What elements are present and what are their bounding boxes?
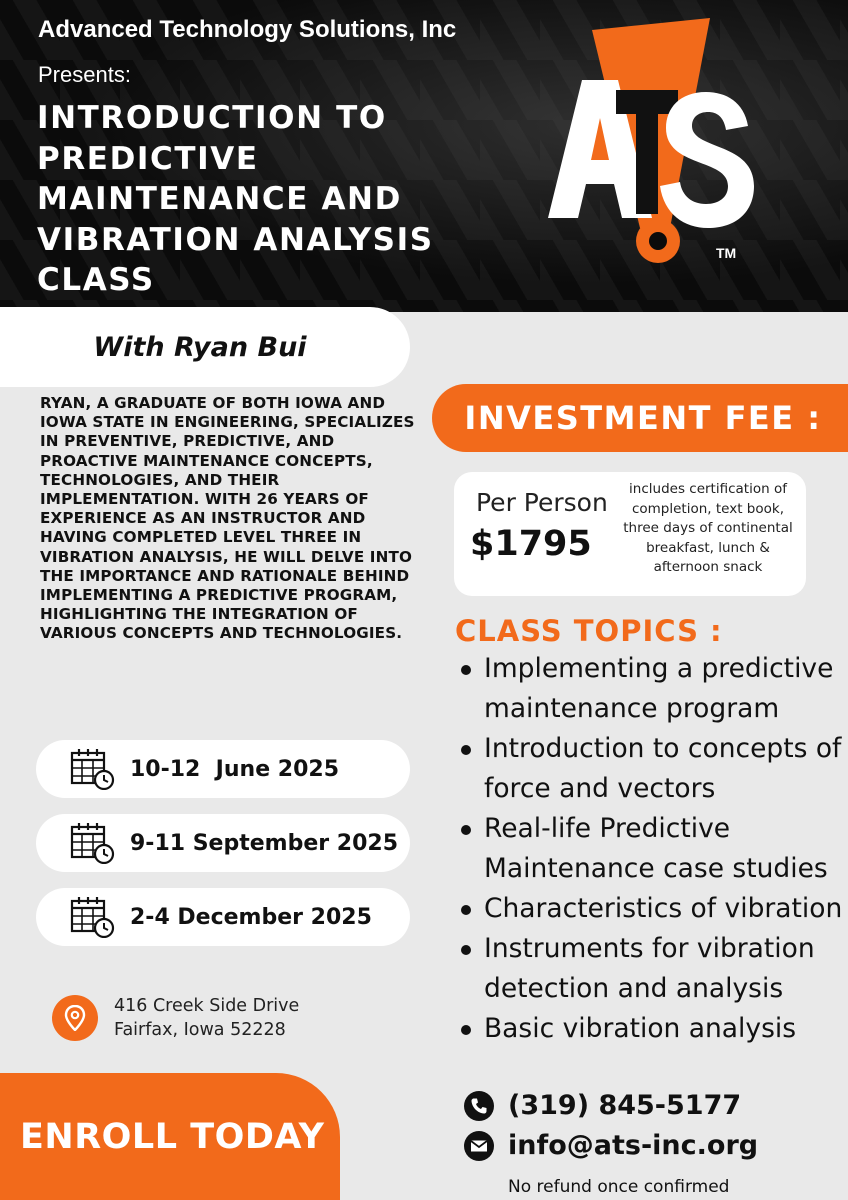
date-label: 2-4 December 2025 bbox=[130, 904, 372, 930]
company-name: Advanced Technology Solutions, Inc bbox=[38, 16, 457, 43]
class-dates bbox=[36, 740, 410, 962]
price-card bbox=[454, 472, 806, 596]
location-pin-icon bbox=[52, 995, 98, 1041]
class-topics-heading: CLASS TOPICS : bbox=[455, 614, 723, 648]
email-address[interactable]: info@ats-inc.org bbox=[508, 1130, 759, 1161]
bio-text: , A GRADUATE OF BOTH IOWA AND IOWA STATE IN ENGINEERING, SPECIALIZES IN PREVENTIVE, PREDICTIVE, AND PROACTIVE MAINTENANCE CONCEPTS, TECHNOLOGIES, AND THEIR IMPLEMENTATION. WITH 26 YEARS OF EXPERIENCE AS AN INSTRUCTOR AND HAVING COMPLETED LEVEL THREE IN VIBRATION ANALYSIS, HE WILL DELVE INTO THE IMPORTANCE AND RATIONALE BEHIND IMPLEMENTING A PREDICTIVE PROGRAM, HIGHLIGHTING THE INTEGRATION OF VARIOUS CONCEPTS AND TECHNOLOGIES. bbox=[40, 394, 415, 643]
enroll-button[interactable] bbox=[0, 1073, 340, 1200]
email-row[interactable] bbox=[464, 1130, 758, 1161]
email-icon bbox=[464, 1131, 494, 1161]
price-value: $1795 bbox=[470, 524, 592, 564]
hero-banner bbox=[0, 0, 848, 312]
fee-includes: includes certification of completion, text book, three days of continental breakfast, lunch & afternoon snack bbox=[623, 481, 793, 575]
phone-row[interactable] bbox=[464, 1090, 741, 1121]
list-item: Implementing a predictive maintenance program bbox=[456, 649, 848, 729]
bio-name: RYAN bbox=[40, 394, 86, 412]
trademark-label: TM bbox=[716, 245, 737, 261]
list-item: Introduction to concepts of force and vectors bbox=[456, 729, 848, 809]
date-label: 10-12 June 2025 bbox=[130, 756, 339, 782]
list-item: Instruments for vibration detection and analysis bbox=[456, 929, 848, 1009]
calendar-icon bbox=[70, 896, 116, 938]
date-pill bbox=[36, 888, 410, 946]
address-block bbox=[52, 994, 299, 1042]
per-person-label: Per Person bbox=[476, 488, 608, 517]
ats-logo bbox=[520, 18, 760, 278]
instructor-bio bbox=[40, 394, 425, 644]
investment-fee-banner bbox=[432, 384, 848, 452]
calendar-icon bbox=[70, 822, 116, 864]
refund-note: No refund once confirmed bbox=[508, 1177, 730, 1197]
list-item: Real-life Predictive Maintenance case studies bbox=[456, 809, 848, 889]
date-pill bbox=[36, 814, 410, 872]
class-title: INTRODUCTION TO PREDICTIVE MAINTENANCE AND VIBRATION ANALYSIS CLASS bbox=[37, 100, 434, 298]
list-item: Characteristics of vibration bbox=[456, 889, 848, 929]
date-pill bbox=[36, 740, 410, 798]
instructor-name: With Ryan Bui bbox=[93, 331, 307, 363]
investment-fee-heading: INVESTMENT FEE : bbox=[464, 399, 822, 437]
address-line-1: 416 Creek Side Drive bbox=[114, 996, 300, 1016]
phone-number[interactable]: (319) 845-5177 bbox=[508, 1090, 742, 1121]
enroll-label: ENROLL TODAY bbox=[20, 1116, 325, 1157]
presents-label: Presents: bbox=[38, 62, 131, 87]
calendar-icon bbox=[70, 748, 116, 790]
instructor-pill bbox=[0, 307, 410, 387]
list-item: Basic vibration analysis bbox=[456, 1009, 848, 1049]
date-label: 9-11 September 2025 bbox=[130, 830, 398, 856]
address-line-2: Fairfax, Iowa 52228 bbox=[114, 1020, 286, 1040]
phone-icon bbox=[464, 1091, 494, 1121]
class-topics-list bbox=[456, 649, 848, 1049]
